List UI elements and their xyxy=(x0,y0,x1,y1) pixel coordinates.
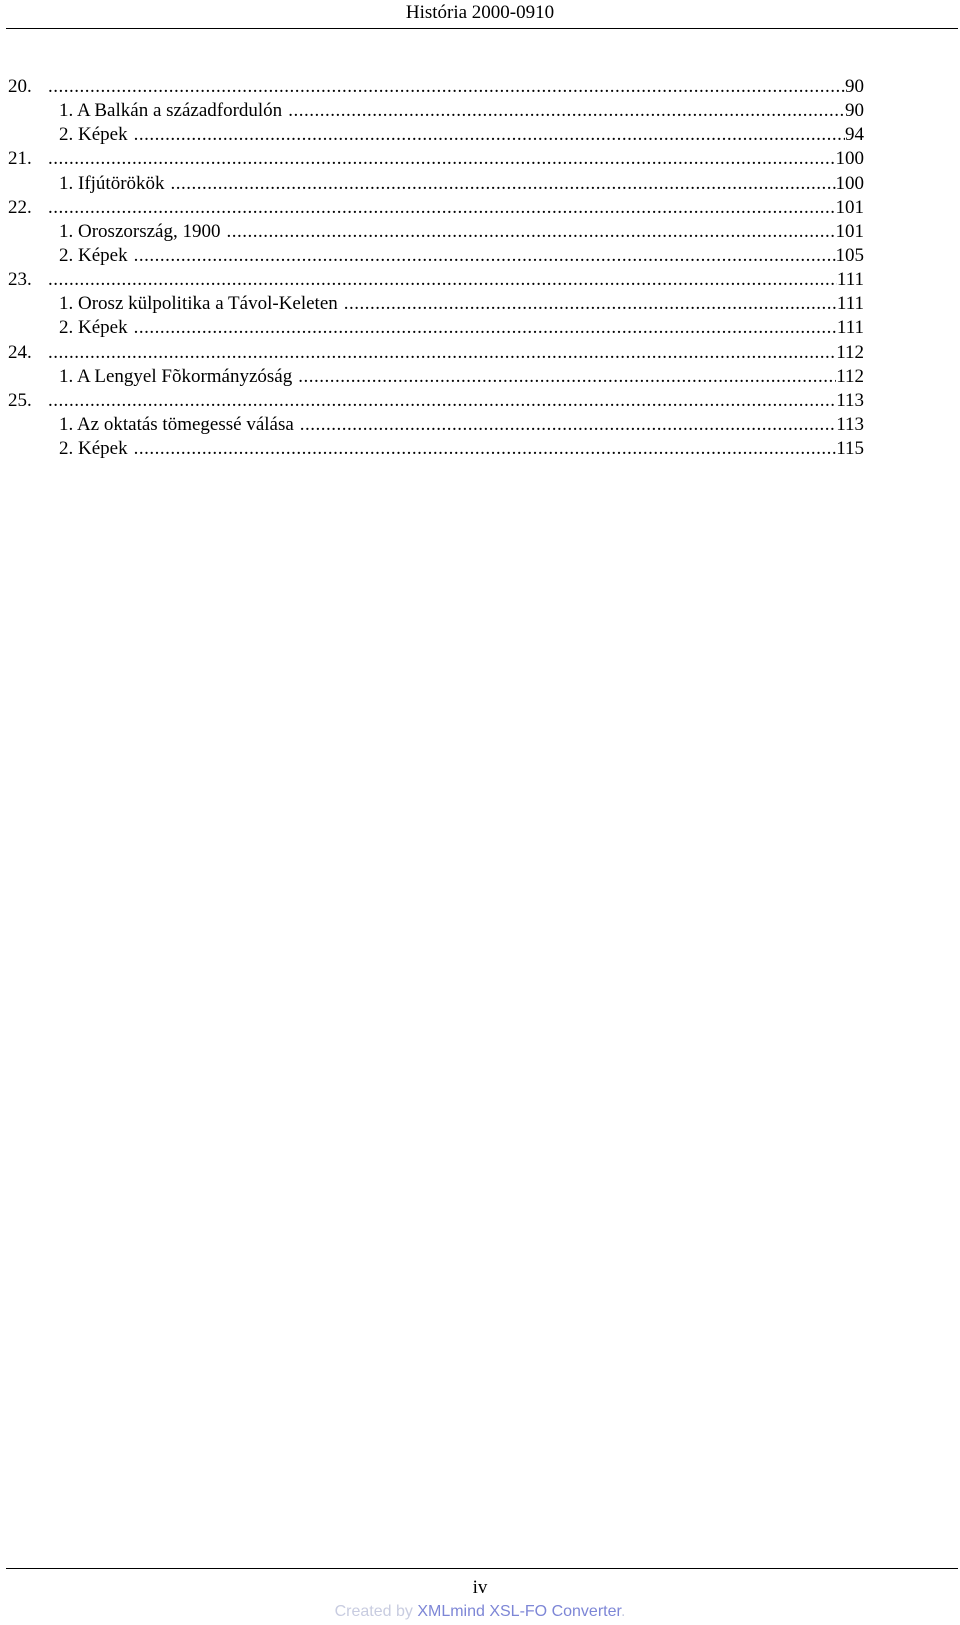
toc-entry-page-number: 112 xyxy=(836,341,864,363)
toc-chapter-entry[interactable] xyxy=(8,147,864,171)
toc-entry-page-number: 101 xyxy=(835,220,864,242)
toc-entry-label: 2. Képek xyxy=(59,124,128,146)
toc-section-entry[interactable] xyxy=(8,172,864,196)
toc-entry-page-number: 112 xyxy=(836,365,864,387)
toc-entry-label: 20. xyxy=(8,76,32,97)
footer-page-number: iv xyxy=(472,1577,488,1598)
toc-entry-page-number: 101 xyxy=(835,196,864,218)
footer-credit xyxy=(0,1602,960,1622)
header-rule xyxy=(6,28,958,29)
toc-chapter-entry[interactable] xyxy=(8,341,864,365)
toc-entry-label: 1. A Lengyel Fõkormányzóság xyxy=(59,365,293,387)
toc-dot-leader xyxy=(128,316,837,340)
toc-chapter-entry[interactable] xyxy=(8,389,864,413)
toc-dot-leader xyxy=(48,268,837,292)
footer-rule xyxy=(6,1568,958,1569)
toc-dot-leader xyxy=(128,244,836,268)
credit-suffix: . xyxy=(620,1603,626,1620)
toc-dot-leader xyxy=(48,389,836,413)
toc-entry-label: 24. xyxy=(8,341,32,363)
toc-chapter-entry[interactable] xyxy=(8,75,864,99)
toc-entry-page-number: 111 xyxy=(836,317,864,339)
toc-entry-label: 25. xyxy=(8,389,32,411)
toc-dot-leader xyxy=(128,437,837,461)
table-of-contents xyxy=(8,75,864,461)
toc-dot-leader xyxy=(48,341,836,365)
toc-entry-label: 1. Oroszország, 1900 xyxy=(59,220,221,242)
toc-entry-label: 1. Orosz külpolitika a Távol-Keleten xyxy=(59,293,338,315)
toc-section-entry[interactable] xyxy=(8,437,864,461)
header-title: História 2000-0910 xyxy=(405,2,555,23)
toc-section-entry[interactable] xyxy=(8,220,864,244)
toc-section-entry[interactable] xyxy=(8,413,864,437)
toc-entry-label: 2. Képek xyxy=(59,244,128,266)
credit-link[interactable]: XMLmind XSL-FO Converter xyxy=(417,1603,621,1620)
toc-entry-page-number: 94 xyxy=(845,124,864,146)
toc-dot-leader xyxy=(128,123,845,147)
toc-chapter-entry[interactable] xyxy=(8,268,864,292)
toc-section-entry[interactable] xyxy=(8,365,864,389)
toc-section-entry[interactable] xyxy=(8,244,864,268)
toc-dot-leader xyxy=(48,75,845,99)
toc-entry-page-number: 113 xyxy=(836,389,864,411)
toc-entry-page-number: 90 xyxy=(845,76,864,97)
toc-entry-label: 2. Képek xyxy=(59,438,128,460)
toc-entry-page-number: 105 xyxy=(835,244,864,266)
toc-dot-leader xyxy=(220,220,835,244)
toc-dot-leader xyxy=(292,365,836,389)
toc-entry-page-number: 113 xyxy=(836,413,864,435)
page-footer xyxy=(0,1568,960,1625)
toc-section-entry[interactable] xyxy=(8,292,864,316)
toc-entry-page-number: 115 xyxy=(836,438,864,460)
toc-entry-label: 1. A Balkán a századfordulón xyxy=(59,100,283,122)
toc-entry-label: 22. xyxy=(8,196,32,218)
credit-prefix: Created by xyxy=(334,1603,418,1620)
toc-entry-label: 23. xyxy=(8,269,32,291)
toc-entry-label: 2. Képek xyxy=(59,317,128,339)
toc-section-entry[interactable] xyxy=(8,316,864,340)
toc-entry-page-number: 111 xyxy=(836,293,864,315)
toc-section-entry[interactable] xyxy=(8,99,864,123)
toc-dot-leader xyxy=(48,196,836,220)
toc-entry-page-number: 90 xyxy=(845,100,864,122)
toc-entry-page-number: 100 xyxy=(835,172,864,194)
toc-entry-label: 1. Ifjútörökök xyxy=(59,172,165,194)
toc-chapter-entry[interactable] xyxy=(8,196,864,220)
toc-entry-label: 1. Az oktatás tömegessé válása xyxy=(59,413,294,435)
toc-dot-leader xyxy=(48,147,836,171)
toc-dot-leader xyxy=(282,99,845,123)
toc-entry-label: 21. xyxy=(8,148,32,170)
toc-entry-page-number: 111 xyxy=(836,269,864,291)
toc-dot-leader xyxy=(338,292,837,316)
toc-dot-leader xyxy=(165,172,836,196)
page-header xyxy=(0,0,960,30)
toc-dot-leader xyxy=(294,413,836,437)
toc-section-entry[interactable] xyxy=(8,123,864,147)
toc-entry-page-number: 100 xyxy=(835,148,864,170)
